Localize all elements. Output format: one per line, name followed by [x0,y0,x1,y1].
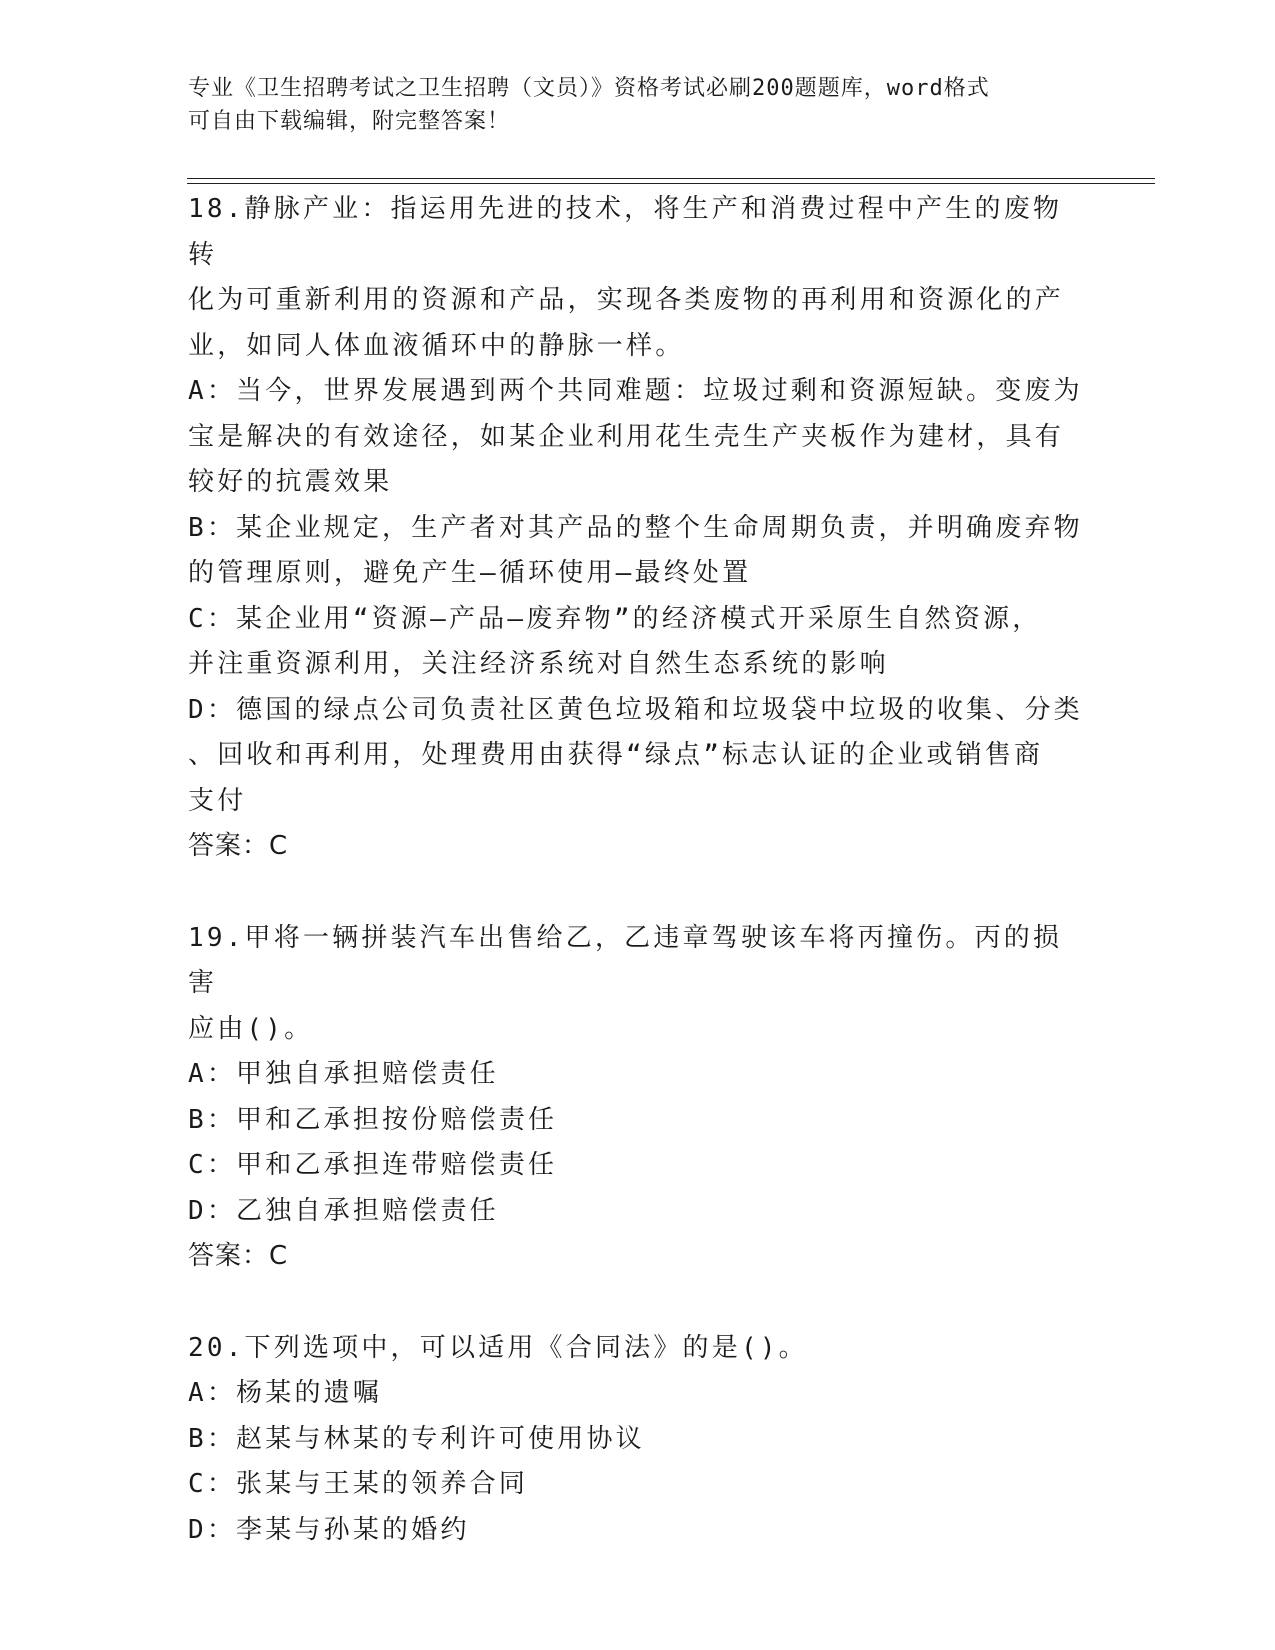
answer-label: 答案：C [188,831,289,861]
answer-label: 答案：C [188,1241,289,1271]
option-line: 的管理原则，避免产生—循环使用—最终处置 [188,558,752,588]
header-rule-top [187,178,1155,179]
document-header [188,72,1068,138]
option-line: B：某企业规定，生产者对其产品的整个生命周期负责，并明确废弃物 [188,512,1083,543]
option-line: A：当今，世界发展遇到两个共同难题：垃圾过剩和资源短缺。变废为 [188,376,1083,406]
question-spacer [188,1280,1088,1326]
option-line: D：德国的绿点公司负责社区黄色垃圾箱和垃圾袋中垃圾的收集、分类 [188,694,1083,725]
question-18 [188,187,1088,870]
question-spacer [188,870,1088,916]
option-line: 、回收和再利用，处理费用由获得“绿点”标志认证的企业或销售商 [188,740,1044,770]
option-c: C：甲和乙承担连带赔偿责任 [188,1150,558,1180]
option-a: A：甲独自承担赔偿责任 [188,1059,499,1089]
stem-line: 应由()。 [188,1013,314,1044]
header-line-2: 可自由下载编辑，附完整答案！ [188,109,511,134]
option-line: 并注重资源利用，关注经济系统对自然生态系统的影响 [188,649,889,679]
header-line-1: 专业《卫生招聘考试之卫生招聘（文员）》资格考试必刷200题题库，word格式 [188,76,990,101]
option-line: 宝是解决的有效途径，如某企业利用花生壳生产夹板作为建材，具有 [188,421,1065,452]
stem-line: 20.下列选项中，可以适用《合同法》的是()。 [188,1332,808,1363]
header-rule-bottom [187,183,1155,184]
option-d [188,688,1088,825]
option-line: 较好的抗震效果 [188,467,393,497]
stem-line: 业，如同人体血液循环中的静脉一样。 [188,330,685,361]
option-d: D：李某与孙某的婚约 [188,1514,470,1545]
question-list [188,187,1088,1553]
option-a: A：杨某的遗嘱 [188,1378,383,1408]
question-stem [188,916,1088,1053]
option-line: C：某企业用“资源—产品—废弃物”的经济模式开采原生自然资源， [188,603,1042,634]
option-c [188,597,1088,688]
option-a [188,369,1088,506]
option-b [188,506,1088,597]
option-b: B：赵某与林某的专利许可使用协议 [188,1423,645,1454]
option-b: B：甲和乙承担按份赔偿责任 [188,1104,558,1135]
stem-line: 18.静脉产业：指运用先进的技术，将生产和消费过程中产生的废物转 [188,194,1063,270]
option-d: D：乙独自承担赔偿责任 [188,1195,499,1226]
option-c: C：张某与王某的领养合同 [188,1469,529,1499]
stem-line: 19.甲将一辆拼装汽车出售给乙，乙违章驾驶该车将丙撞伤。丙的损害 [188,922,1063,998]
option-line: 支付 [188,785,247,816]
stem-line: 化为可重新利用的资源和产品，实现各类废物的再利用和资源化的产 [188,285,1065,315]
question-19 [188,916,1088,1280]
question-stem [188,187,1088,369]
question-20 [188,1326,1088,1554]
